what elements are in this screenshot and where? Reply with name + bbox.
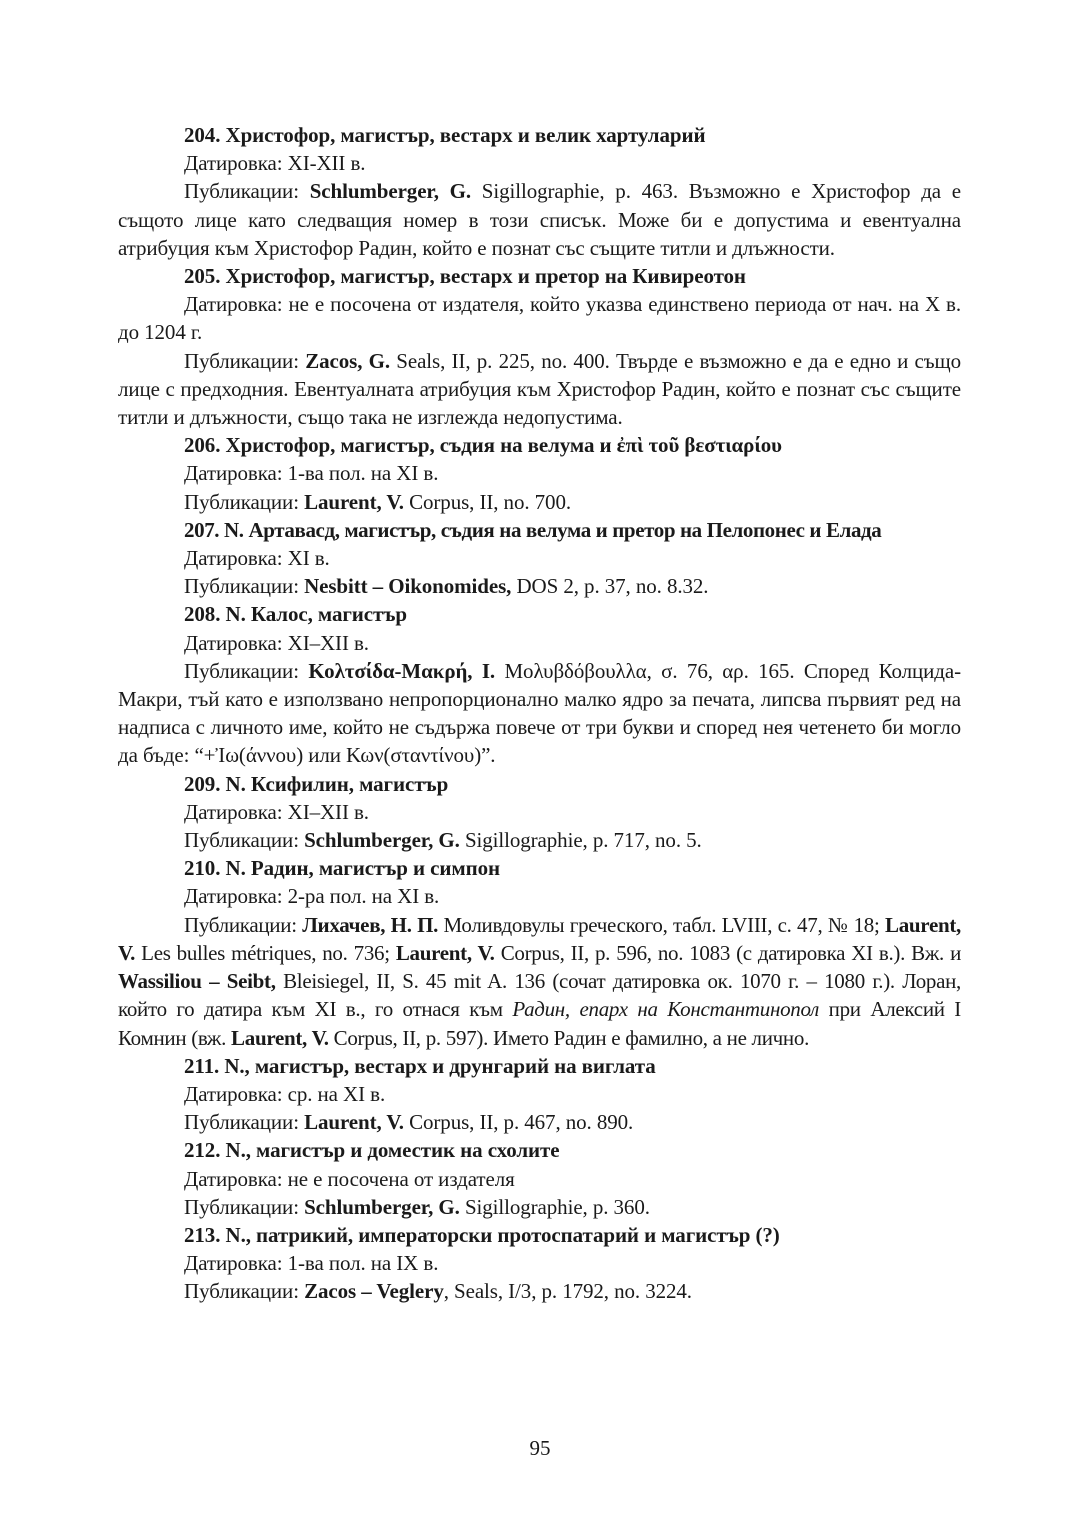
entry-publications: Публикации: Laurent, V. Corpus, II, p. 467, no. 890. xyxy=(184,1110,634,1135)
author-ref: Schlumberger, G. xyxy=(304,828,460,853)
entry-publications: Публикации: Nesbitt – Oikonomides, DOS 2, p. 37, no. 8.32. xyxy=(184,574,709,599)
entry-title: 212. N., магистър и доместик на схолите xyxy=(184,1138,560,1163)
entry-title: 205. Христофор, магистър, вестарх и претор на Кивиреотон xyxy=(184,264,746,289)
entry-publications: Публикации: Κολτσίδα-Μακρή, Ι. Μολυβδόβουλλα, σ. 76, αρ. 165. Според Колцида-Макри, тъй като е използвано непропорционално малко ядро за печата, липсва първият ред на надписа с личното име, който не съдържа повече от три букви и според нея четенето би могло да бъде: “+Ἰω(άννου) или Κων(σταντίνου)”. xyxy=(118,658,962,768)
entry-title: 211. N., магистър, вестарх и друнгарий на виглата xyxy=(184,1053,656,1078)
entry-dating: Датировка: не е посочена от издателя, който указва единствено периода от нач. на X в. до 1204 г. xyxy=(118,292,961,345)
entry-publications: Публикации: Zacos, G. Seals, II, p. 225, no. 400. Твърде е възможно е да е едно и също лице с предходния. Евентуалната атрибуция към Христофор Радин, който е познат със същите титли и длъжности, също така не изглежда недопустима. xyxy=(118,348,961,430)
catalog-entries xyxy=(118,121,961,1306)
entry-dating: Датировка: ср. на XI в. xyxy=(184,1081,386,1106)
entry-publications: Публикации: Zacos – Veglery, Seals, I/3, p. 1792, no. 3224. xyxy=(184,1279,692,1304)
author-ref: Schlumberger, G. xyxy=(304,1194,460,1219)
entry-publications: Публикации: Лихачев, Н. П. Моливдовулы греческого, табл. LVIII, с. 47, № 18; Laurent, V. Les bulles métriques, no. 736; Laurent, V. Corpus, II, p. 596, no. 1083 (с датировка XI в.). Вж. и Wassiliou – Seibt, Bleisiegel, II, S. 45 mit A. 136 (сочат датировка ок. 1070 г. – 1080 г.). Лоран, който го датира към XI в., го отнася към Радин, епарх на Константинопол при Алексий I Комнин (вж. Laurent, V. Corpus, II, p. 597). Името Радин е фамилно, а не лично. xyxy=(118,912,962,1050)
author-ref: Schlumberger, G. xyxy=(309,179,472,204)
entry-title: 213. N., патрикий, императорски протоспатарий и магистър (?) xyxy=(184,1222,780,1247)
entry-title: 207. N. Артавасд, магистър, съдия на велума и претор на Пелопонес и Елада xyxy=(184,517,882,542)
author-ref: Laurent, V. xyxy=(304,1110,404,1135)
entry-dating: Датировка: 1-ва пол. на XI в. xyxy=(184,461,439,486)
author-ref: Laurent, V. xyxy=(395,940,495,965)
author-ref: Wassiliou – Seibt, xyxy=(118,969,276,994)
author-ref: Zacos – Veglery xyxy=(304,1279,444,1304)
entry-publications: Публикации: Laurent, V. Corpus, II, no. 700. xyxy=(184,489,571,514)
entry-title: 209. N. Ксифилин, магистър xyxy=(184,771,449,796)
entry-publications: Публикации: Schlumberger, G. Sigillographie, p. 717, no. 5. xyxy=(184,828,702,853)
entry-dating: Датировка: XI–XII в. xyxy=(184,799,369,824)
author-ref: Лихачев, Н. П. xyxy=(302,912,439,937)
author-ref: Laurent, V. xyxy=(304,489,404,514)
entry-dating: Датировка: XI–XII в. xyxy=(184,630,369,655)
entry-publications: Публикации: Schlumberger, G. Sigillographie, p. 360. xyxy=(184,1194,650,1219)
author-ref: Κολτσίδα-Μακρή, Ι. xyxy=(308,658,496,683)
entry-dating: Датировка: XI-XII в. xyxy=(184,151,366,176)
entry-dating: Датировка: 2-ра пол. на XI в. xyxy=(184,884,440,909)
italic-title: Радин, епарх на Константинопол xyxy=(512,997,820,1022)
entry-dating: Датировка: 1-ва пол. на IX в. xyxy=(184,1251,439,1276)
entry-title: 204. Христофор, магистър, вестарх и велик хартуларий xyxy=(184,123,706,147)
author-ref: Nesbitt – Oikonomides, xyxy=(304,574,512,599)
author-ref: Laurent, V. xyxy=(231,1025,329,1050)
page-number: 95 xyxy=(529,1436,551,1460)
author-ref: Laurent, V. xyxy=(118,912,961,965)
entry-publications: Публикации: Schlumberger, G. Sigillographie, p. 463. Възможно е Христофор да е същото лице като следващия номер в този списък. Може би е допустима и евентуална атрибуция към Христофор Радин, който е познат със същите титли и длъжности. xyxy=(118,179,961,260)
entry-title: 206. Христофор, магистър, съдия на велума и ἐπὶ τοῦ βεστιαρίου xyxy=(184,433,782,458)
entry-dating: Датировка: XI в. xyxy=(184,546,330,571)
entry-dating: Датировка: не е посочена от издателя xyxy=(184,1166,515,1191)
entry-title: 208. N. Калос, магистър xyxy=(184,602,407,627)
entry-title: 210. N. Радин, магистър и симпон xyxy=(184,856,500,881)
author-ref: Zacos, G. xyxy=(305,348,391,373)
